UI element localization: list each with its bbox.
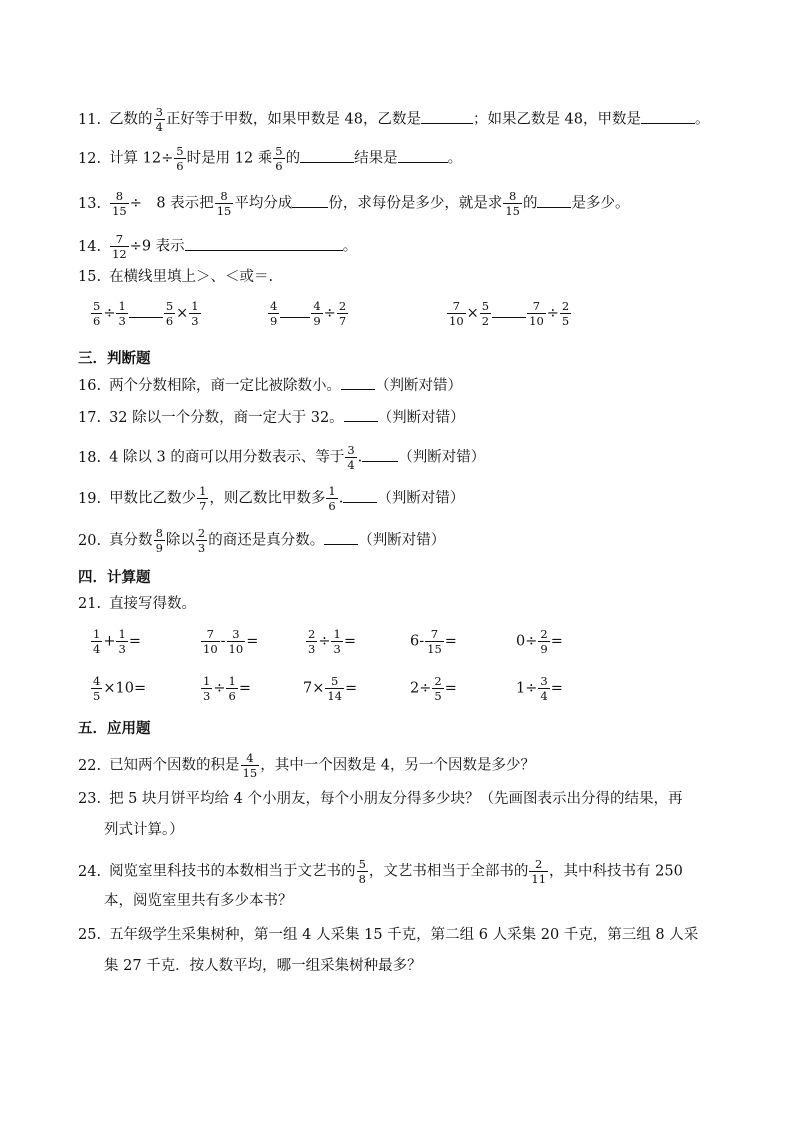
equals: = (133, 680, 147, 697)
text: ；如果乙数是 48，甲数是 (472, 111, 642, 128)
numerator: 2 (338, 299, 347, 313)
denominator: 5 (434, 689, 442, 704)
numerator: 7 (430, 627, 439, 641)
equals: = (550, 680, 563, 697)
numerator: 7 (452, 299, 460, 313)
operator: ÷ (103, 305, 116, 322)
numerator: 1 (333, 627, 341, 641)
denominator: 5 (93, 689, 101, 704)
denominator: 7 (199, 499, 207, 514)
compare-item-1 (90, 300, 202, 327)
fraction (345, 444, 356, 471)
text: （判断对错） (398, 449, 486, 466)
denominator: 8 (358, 872, 366, 887)
equals: = (128, 633, 141, 650)
section-heading: 五．应用题 (78, 721, 151, 737)
denominator: 4 (347, 458, 355, 473)
numerator: 7 (532, 299, 541, 313)
fraction (560, 300, 571, 327)
text: 时是用 12 乘 (186, 150, 273, 167)
denominator: 14 (327, 689, 343, 704)
numerator: 2 (535, 857, 543, 871)
section-heading: 四．计算题 (78, 570, 151, 586)
text: 两个分数相除，商一定比被除数小。 (109, 378, 342, 394)
numerator: 2 (308, 627, 316, 641)
operator: × (176, 305, 189, 322)
fraction (538, 628, 549, 655)
question-number: 20. (78, 532, 102, 549)
question-11 (78, 106, 710, 133)
fraction (268, 300, 279, 327)
text: ，则乙数比甲数多 (209, 490, 326, 507)
calc-item (516, 628, 563, 655)
text: （判断对错） (377, 410, 465, 426)
question-16 (78, 377, 462, 394)
denominator: 10 (203, 642, 218, 657)
text: 除以 (165, 532, 195, 549)
operator: + (103, 633, 116, 650)
equals: = (246, 633, 259, 650)
denominator: 4 (155, 120, 163, 135)
operator: ÷ (419, 680, 432, 697)
answer-blank[interactable] (344, 409, 378, 422)
fraction (201, 675, 212, 702)
denominator: 15 (112, 204, 127, 219)
numerator: 1 (191, 299, 199, 313)
denominator: 3 (197, 541, 206, 556)
denominator: 10 (529, 314, 544, 329)
fraction (91, 628, 102, 655)
calc-item (516, 675, 563, 702)
question-14 (78, 233, 357, 260)
calc-item (90, 675, 146, 702)
numerator: 1 (328, 484, 336, 498)
fraction (226, 675, 237, 702)
text: 4 除以 3 的商可以用分数表示、等于 (109, 449, 345, 466)
denominator: 3 (203, 689, 211, 704)
operator: ÷ (525, 680, 538, 697)
numerator: 2 (540, 627, 548, 641)
numerator: 1 (203, 674, 211, 688)
denominator: 3 (118, 642, 126, 657)
fraction (325, 675, 344, 702)
calc-item (200, 675, 251, 702)
denominator: 6 (328, 499, 336, 514)
text: 直接写得数。 (109, 596, 197, 612)
numerator: 8 (115, 189, 124, 203)
operator: - (220, 633, 226, 650)
denominator: 3 (308, 642, 316, 657)
question-number: 22. (78, 757, 102, 774)
question-number: 14. (78, 238, 102, 255)
question-18 (78, 444, 485, 471)
whole-number: 7 (303, 680, 313, 697)
denominator: 5 (561, 314, 570, 329)
numerator: 3 (347, 443, 355, 457)
fraction (337, 300, 348, 327)
text: ，其中一个因数是 4，另一个因数是多少？ (260, 757, 536, 774)
question-number: 21. (78, 596, 102, 612)
operator: ÷ (213, 680, 226, 697)
denominator: 9 (155, 541, 163, 556)
fraction (110, 233, 129, 260)
question-number: 24. (78, 863, 102, 880)
fraction (241, 752, 260, 779)
question-25-line-2 (104, 959, 422, 974)
numerator: 1 (228, 674, 236, 688)
denominator: 3 (191, 314, 199, 329)
fraction (164, 300, 175, 327)
question-13 (78, 190, 629, 217)
compare-item-2 (267, 300, 349, 327)
text: ÷9 表示 (129, 238, 185, 255)
compare-item-3 (446, 300, 572, 327)
numerator: 5 (176, 144, 184, 158)
equals: = (343, 633, 356, 650)
denominator: 3 (118, 314, 126, 329)
fraction (154, 527, 165, 554)
fraction (311, 300, 322, 327)
denominator: 15 (216, 204, 232, 219)
calc-item (410, 675, 457, 702)
answer-blank[interactable] (292, 195, 328, 208)
question-number: 15. (78, 269, 102, 285)
text: 。 (695, 111, 710, 128)
denominator: 15 (242, 766, 258, 781)
text: 的 (285, 150, 301, 167)
denominator: 6 (93, 314, 101, 329)
numerator: 5 (275, 144, 283, 158)
answer-blank[interactable] (185, 238, 343, 251)
text: 计算 12÷ (109, 150, 174, 167)
text: 的 (522, 195, 538, 212)
denominator: 10 (228, 642, 244, 657)
fraction (196, 527, 207, 554)
question-number: 19. (78, 490, 102, 507)
fraction (432, 675, 443, 702)
question-23-line-2 (104, 823, 184, 838)
denominator: 12 (112, 247, 127, 262)
answer-blank[interactable] (421, 111, 473, 124)
fraction (447, 300, 466, 327)
denominator: 6 (165, 314, 174, 329)
numerator: 5 (358, 857, 366, 871)
denominator: 15 (505, 204, 520, 219)
text: 平均分成 (234, 195, 293, 212)
question-12 (78, 145, 462, 172)
numerator: 4 (93, 674, 101, 688)
text: （判断对错） (358, 532, 446, 549)
text: 把 5 块月饼平均给 4 个小朋友，每个小朋友分得多少块？（先画图表示出分得的结果，再 (109, 791, 683, 807)
text: . (338, 490, 344, 507)
denominator: 6 (275, 159, 283, 174)
text: （判断对错） (375, 378, 463, 394)
text: 。 (342, 238, 358, 255)
answer-blank[interactable] (343, 490, 377, 503)
text: 。 (447, 150, 463, 167)
text: . (357, 449, 363, 466)
numerator: 8 (508, 189, 517, 203)
answer-blank[interactable] (280, 305, 310, 318)
operator: ×10 (103, 680, 134, 697)
equals: = (345, 680, 358, 697)
question-17 (78, 409, 465, 426)
question-number: 16. (78, 378, 102, 394)
calc-item (200, 628, 258, 655)
fraction (503, 190, 522, 217)
text: 阅览室里科技书的本数相当于文艺书的 (109, 863, 356, 880)
whole-number: 2 (410, 680, 420, 697)
fraction (91, 675, 102, 702)
text: ，文艺书相当于全部书的 (368, 863, 529, 880)
denominator: 10 (449, 314, 464, 329)
numerator: 1 (93, 627, 101, 641)
whole-number: 0 (516, 633, 526, 650)
answer-blank[interactable] (324, 532, 358, 545)
whole-number: 6 (410, 633, 420, 650)
text: 本，阅览室里共有多少本书？ (104, 893, 293, 909)
calc-item (303, 675, 357, 702)
text: 五年级学生采集树种，第一组 4 人采集 15 千克，第二组 6 人采集 20 千克，第三组 8 人采 (109, 927, 699, 943)
text: 已知两个因数的积是 (109, 757, 240, 774)
fraction (480, 300, 491, 327)
fraction (201, 628, 220, 655)
numerator: 1 (118, 299, 126, 313)
fraction (326, 485, 337, 512)
fraction (273, 145, 284, 172)
fraction (116, 628, 127, 655)
question-number: 18. (78, 449, 102, 466)
question-25 (78, 928, 698, 943)
fraction (91, 300, 102, 327)
denominator: 15 (427, 642, 442, 657)
question-number: 23. (78, 791, 102, 807)
text: 列式计算。） (104, 822, 184, 838)
numerator: 7 (115, 232, 124, 246)
question-20 (78, 527, 445, 554)
question-number: 11. (78, 111, 102, 128)
question-number: 17. (78, 410, 102, 426)
answer-blank[interactable] (362, 449, 398, 462)
operator: ÷ (318, 633, 331, 650)
question-24 (78, 858, 683, 885)
equals: = (238, 680, 251, 697)
denominator: 6 (176, 159, 184, 174)
operator: × (466, 305, 479, 322)
numerator: 4 (246, 751, 254, 765)
fraction (189, 300, 200, 327)
text: 32 除以一个分数，商一定大于 32。 (109, 410, 344, 426)
denominator: 4 (93, 642, 101, 657)
numerator: 2 (434, 674, 442, 688)
answer-blank[interactable] (341, 377, 375, 390)
numerator: 5 (481, 299, 490, 313)
denominator: 3 (333, 642, 341, 657)
text: ÷ 8 表示把 (129, 195, 214, 212)
numerator: 5 (331, 674, 339, 688)
fraction (538, 675, 549, 702)
question-22 (78, 752, 535, 779)
fraction (174, 145, 185, 172)
fraction (110, 190, 129, 217)
question-number: 25. (78, 927, 102, 943)
denominator: 9 (540, 642, 548, 657)
numerator: 1 (199, 484, 207, 498)
fraction (227, 628, 246, 655)
denominator: 4 (540, 689, 548, 704)
text: 在横线里填上＞、＜或＝. (109, 269, 274, 285)
numerator: 3 (155, 105, 163, 119)
numerator: 3 (232, 627, 240, 641)
fraction (331, 628, 342, 655)
denominator: 9 (270, 314, 278, 329)
fraction (527, 300, 546, 327)
text: （判断对错） (377, 490, 465, 507)
operator: - (419, 633, 425, 650)
calc-item (305, 628, 356, 655)
operator: ÷ (546, 305, 559, 322)
numerator: 7 (206, 627, 214, 641)
fraction (306, 628, 317, 655)
equals: = (444, 680, 457, 697)
numerator: 5 (165, 299, 174, 313)
question-23 (78, 792, 682, 807)
operator: ÷ (323, 305, 336, 322)
numerator: 5 (93, 299, 101, 313)
question-24-line-2 (104, 894, 293, 909)
numerator: 8 (155, 526, 163, 540)
equals: = (444, 633, 457, 650)
denominator: 2 (481, 314, 490, 329)
fraction (154, 106, 165, 133)
text: 是多少。 (571, 195, 630, 212)
numerator: 4 (270, 299, 278, 313)
text: 真分数 (109, 532, 153, 549)
text: ，其中科技书有 250 (549, 863, 683, 880)
calc-item (90, 628, 141, 655)
text: 集 27 千克．按人数平均，哪一组采集树种最多？ (104, 958, 422, 974)
answer-blank[interactable] (398, 150, 448, 163)
question-21 (78, 597, 196, 612)
answer-blank[interactable] (641, 111, 695, 124)
whole-number: 1 (516, 680, 526, 697)
numerator: 4 (313, 299, 321, 313)
section-heading: 三．判断题 (78, 351, 151, 367)
operator: ÷ (525, 633, 538, 650)
fraction (357, 858, 368, 885)
denominator: 11 (531, 872, 547, 887)
fraction (215, 190, 234, 217)
question-number: 13. (78, 195, 102, 212)
operator: × (312, 680, 325, 697)
fraction (425, 628, 444, 655)
answer-blank[interactable] (129, 305, 163, 318)
text: 正好等于甲数，如果甲数是 48，乙数是 (165, 111, 421, 128)
numerator: 3 (540, 674, 548, 688)
numerator: 8 (220, 189, 228, 203)
denominator: 7 (338, 314, 347, 329)
fraction (529, 858, 548, 885)
text: 结果是 (354, 150, 398, 167)
question-19 (78, 485, 464, 512)
numerator: 1 (118, 627, 126, 641)
denominator: 9 (313, 314, 321, 329)
text: 份，求每份是多少，就是求 (328, 195, 503, 212)
answer-blank[interactable] (492, 305, 526, 318)
equals: = (550, 633, 563, 650)
answer-blank[interactable] (300, 150, 354, 163)
question-number: 12. (78, 150, 102, 167)
text: 的商还是真分数。 (208, 532, 325, 549)
calc-item (410, 628, 457, 655)
answer-blank[interactable] (537, 195, 571, 208)
numerator: 2 (197, 526, 206, 540)
fraction (197, 485, 208, 512)
denominator: 6 (228, 689, 236, 704)
text: 乙数的 (109, 111, 153, 128)
question-15 (78, 270, 273, 285)
text: 甲数比乙数少 (109, 490, 197, 507)
fraction (116, 300, 127, 327)
numerator: 2 (561, 299, 570, 313)
